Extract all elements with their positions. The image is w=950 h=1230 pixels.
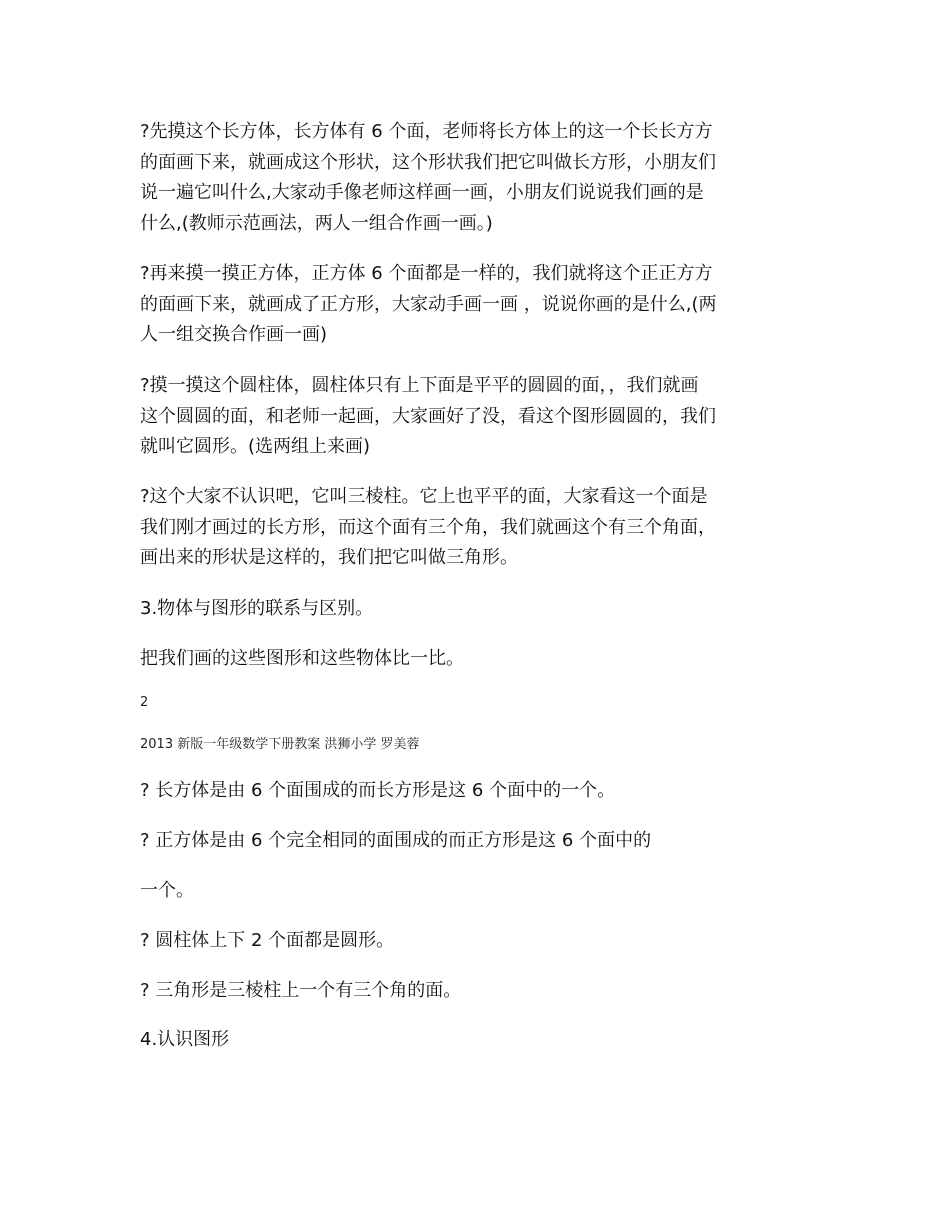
running-header: 2013 新版一年级数学下册教案 洪狮小学 罗美蓉: [140, 737, 420, 752]
paragraph-compare: 把我们画的这些图形和这些物体比一比。: [140, 648, 464, 669]
point-cube-continued: 一个。: [140, 880, 194, 901]
paragraph-cylinder: ?摸一摸这个圆柱体，圆柱体只有上下面是平平的圆圆的面，，我们就画 这个圆圆的面，和老师一起画，大家画好了没，看这个图形圆圆的，我们 就叫它圆形。(选两组上来画): [140, 375, 716, 457]
section-heading-3: 3.物体与图形的联系与区别。: [140, 598, 374, 619]
section-heading-4: 4.认识图形: [140, 1029, 230, 1050]
paragraph-cuboid: ?先摸这个长方体，长方体有 6 个面，老师将长方体上的这一个长长方方 的面画下来，就画成这个形状，这个形状我们把它叫做长方形，小朋友们 说一遍它叫什么,大家动手像老师这样画一画，小朋友们说说我们画的是 什么,(教师示范画法，两人一组合作画一画。): [140, 121, 716, 234]
point-cube: ? 正方体是由 6 个完全相同的面围成的而正方形是这 6 个面中的: [140, 830, 652, 851]
page-number: 2: [140, 695, 149, 710]
point-cylinder: ? 圆柱体上下 2 个面都是圆形。: [140, 930, 395, 951]
paragraph-cube: ?再来摸一摸正方体，正方体 6 个面都是一样的，我们就将这个正正方方 的面画下来，就画成了正方形，大家动手画一画 ，说说你画的是什么,(两 人一组交换合作画一画): [140, 263, 717, 345]
paragraph-prism: ?这个大家不认识吧，它叫三棱柱。它上也平平的面，大家看这一个面是 我们刚才画过的长方形，而这个面有三个角，我们就画这个有三个角面， 画出来的形状是这样的，我们把它叫做三角形。: [140, 486, 716, 568]
point-triangle: ? 三角形是三棱柱上一个有三个角的面。: [140, 980, 462, 1001]
point-cuboid: ? 长方体是由 6 个面围成的而长方形是这 6 个面中的一个。: [140, 780, 616, 801]
